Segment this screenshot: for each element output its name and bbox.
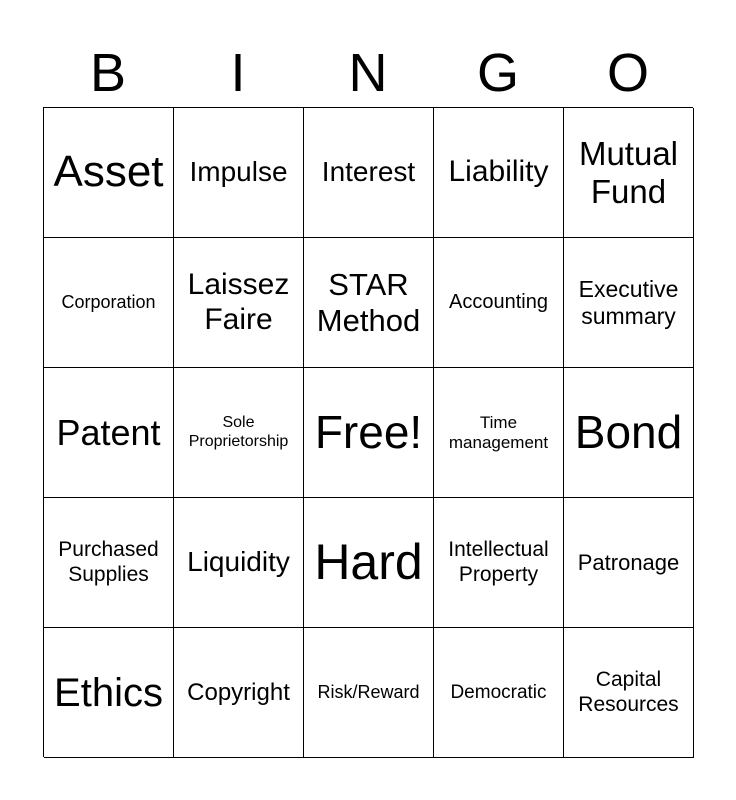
bingo-cell-text: Free! bbox=[314, 406, 423, 459]
bingo-cell[interactable] bbox=[434, 628, 564, 758]
bingo-header bbox=[43, 40, 693, 106]
bingo-cell[interactable] bbox=[304, 368, 434, 498]
bingo-board bbox=[43, 107, 693, 757]
header-letter-o: O bbox=[606, 43, 649, 103]
bingo-cell-text: Hard bbox=[314, 533, 423, 590]
bingo-cell-text: Corporation bbox=[61, 292, 156, 313]
bingo-cell-text: Purchased Supplies bbox=[58, 538, 159, 586]
bingo-cell[interactable] bbox=[564, 368, 694, 498]
bingo-cell-text: Copyright bbox=[187, 678, 290, 706]
bingo-cell-text: Accounting bbox=[449, 291, 548, 313]
bingo-cell[interactable] bbox=[44, 108, 174, 238]
bingo-cell[interactable] bbox=[44, 628, 174, 758]
bingo-cell[interactable] bbox=[564, 628, 694, 758]
bingo-cell[interactable] bbox=[434, 498, 564, 628]
bingo-cell-text: Liability bbox=[448, 155, 549, 189]
bingo-cell[interactable] bbox=[174, 108, 304, 238]
bingo-cell-text: Patent bbox=[56, 411, 161, 453]
bingo-cell-text: Laissez Faire bbox=[187, 268, 290, 336]
bingo-cell[interactable] bbox=[434, 238, 564, 368]
bingo-cell-text: Impulse bbox=[189, 156, 288, 188]
bingo-cell-text: STAR Method bbox=[316, 266, 421, 338]
bingo-cell[interactable] bbox=[174, 498, 304, 628]
bingo-cell-text: Ethics bbox=[54, 670, 163, 715]
bingo-cell[interactable] bbox=[304, 108, 434, 238]
bingo-cell[interactable] bbox=[44, 368, 174, 498]
bingo-cell[interactable] bbox=[564, 498, 694, 628]
bingo-cell-text: Capital Resources bbox=[578, 668, 679, 716]
bingo-cell-text: Intellectual Property bbox=[448, 538, 549, 586]
bingo-cell-text: Interest bbox=[321, 156, 416, 188]
bingo-cell[interactable] bbox=[174, 368, 304, 498]
bingo-cell-text: Risk/Reward bbox=[317, 682, 420, 703]
bingo-cell-text: Bond bbox=[574, 406, 683, 459]
bingo-cell[interactable] bbox=[434, 368, 564, 498]
bingo-cell[interactable] bbox=[564, 238, 694, 368]
bingo-cell-text: Liquidity bbox=[187, 546, 290, 578]
bingo-cell[interactable] bbox=[44, 238, 174, 368]
bingo-cell[interactable] bbox=[174, 628, 304, 758]
header-letter-n: N bbox=[348, 43, 388, 103]
bingo-cell[interactable] bbox=[434, 108, 564, 238]
header-letter-b: B bbox=[89, 43, 127, 103]
bingo-cell[interactable] bbox=[174, 238, 304, 368]
header-letter-i: I bbox=[230, 43, 246, 103]
bingo-cell-text: Executive summary bbox=[578, 276, 679, 329]
bingo-cell[interactable] bbox=[304, 628, 434, 758]
bingo-cell-text: Patronage bbox=[577, 549, 680, 575]
bingo-cell-text: Time management bbox=[448, 412, 549, 452]
bingo-cell-text: Democratic bbox=[450, 681, 547, 703]
bingo-cell[interactable] bbox=[564, 108, 694, 238]
bingo-cell-text: Mutual Fund bbox=[578, 134, 679, 210]
header-letter-g: G bbox=[476, 43, 519, 103]
bingo-cell-text: Sole Proprietorship bbox=[188, 414, 289, 450]
bingo-cell[interactable] bbox=[44, 498, 174, 628]
bingo-cell[interactable] bbox=[304, 238, 434, 368]
bingo-cell-text: Asset bbox=[53, 147, 164, 197]
bingo-cell[interactable] bbox=[304, 498, 434, 628]
